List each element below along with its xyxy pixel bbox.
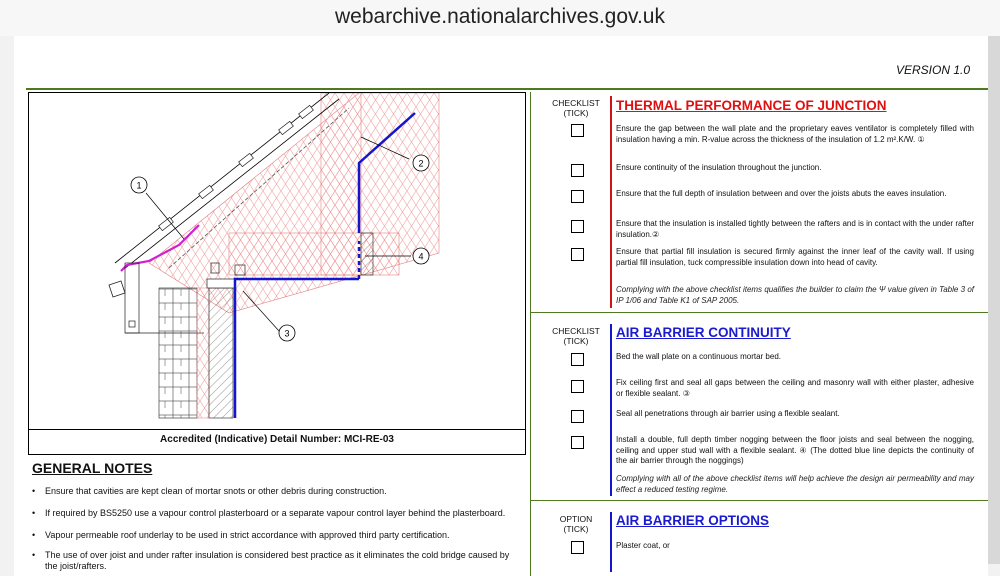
air-barrier-item-2: Fix ceiling first and seal all gaps between the ceiling and masonry wall with either plaster, adhesive or flexible sealant. ③ (616, 378, 974, 398)
browser-address-bar[interactable] (0, 0, 1000, 36)
thermal-item-5: Ensure that partial fill insulation is secured firmly against the inner leaf of the cavity wall. If using partial fill insulation, tuck compressible insulation down into head of cavity. (616, 247, 974, 267)
thermal-title: THERMAL PERFORMANCE OF JUNCTION (616, 98, 887, 113)
url-text[interactable]: webarchive.nationalarchives.gov.uk (335, 5, 665, 28)
inner-leaf (209, 288, 233, 418)
thermal-item-4: Ensure that the insulation is installed tightly between the rafters and is in contact with the under rafter insulation.② (616, 219, 974, 239)
general-notes-title: GENERAL NOTES (32, 460, 153, 476)
callout-4 (413, 248, 429, 264)
thermal-compliance-note: Complying with the above checklist items qualifies the builder to claim the Ψ value given in Table 3 of IP 1/06 and Table K1 of SAP 2005. (616, 285, 974, 305)
thermal-checkbox-5[interactable] (571, 248, 584, 261)
thermal-checkbox-3[interactable] (571, 190, 584, 203)
air-barrier-title: AIR BARRIER CONTINUITY (616, 325, 791, 340)
svg-text:1: 1 (136, 180, 142, 191)
outer-leaf (159, 288, 197, 418)
detail-caption: Accredited (Indicative) Detail Number: MCI-RE-03 (160, 434, 394, 445)
options-section-bar (610, 512, 612, 572)
note-item: • Vapour permeable roof underlay to be used in strict accordance with approved third party certification. (32, 530, 450, 540)
thermal-item-1: Ensure the gap between the wall plate and the proprietary eaves ventilator is completely filled with insulation having a min. R-value across the thickness of the insulation of 1.2 m².K/W. ① (616, 124, 974, 144)
document-page (14, 36, 988, 576)
air-barrier-checkbox-4[interactable] (571, 436, 584, 449)
header-rule (26, 88, 988, 90)
air-barrier-options-title: AIR BARRIER OPTIONS (616, 513, 770, 528)
section-rule (530, 500, 988, 501)
thermal-checkbox-2[interactable] (571, 164, 584, 177)
air-barrier-section-bar (610, 324, 612, 496)
air-barrier-checkbox-3[interactable] (571, 410, 584, 423)
note-item-continued: the joist/rafters. (45, 561, 107, 571)
callout-3 (279, 325, 295, 341)
svg-text:4: 4 (418, 251, 424, 262)
section-drawing-svg (29, 93, 525, 429)
thermal-checkbox-4[interactable] (571, 220, 584, 233)
air-barrier-item-3: Seal all penetrations through air barrier using a flexible sealant. (616, 409, 840, 418)
option-item-1: Plaster coat, or (616, 541, 670, 550)
version-label: VERSION 1.0 (895, 63, 970, 77)
svg-text:3: 3 (284, 328, 290, 339)
joist-insulation (229, 233, 399, 275)
checklist-label: CHECKLIST (TICK) (552, 326, 600, 346)
air-barrier-compliance-note: Complying with all of the above checklist items will help achieve the design air permeability and may effect a reduced testing regime. (616, 474, 974, 494)
checklist-label: CHECKLIST (TICK) (552, 98, 600, 118)
section-rule (530, 312, 988, 313)
option-label: OPTION (TICK) (559, 514, 593, 534)
svg-text:2: 2 (418, 158, 424, 169)
callout-1 (131, 177, 147, 193)
note-item: • The use of over joist and under rafter insulation is considered best practice as it eliminates the cold bridge caused by (32, 550, 510, 560)
callout-2 (413, 155, 429, 171)
thermal-item-2: Ensure continuity of the insulation throughout the junction. (616, 163, 822, 172)
thermal-checkbox-1[interactable] (571, 124, 584, 137)
nogging (361, 233, 373, 275)
caption-box (28, 428, 526, 455)
column-divider (530, 92, 531, 576)
air-barrier-checkbox-1[interactable] (571, 353, 584, 366)
thermal-section-bar (610, 96, 612, 308)
air-barrier-checkbox-2[interactable] (571, 380, 584, 393)
thermal-item-3: Ensure that the full depth of insulation between and over the joists abuts the eaves insulation. (616, 189, 947, 198)
option-checkbox-1[interactable] (571, 541, 584, 554)
note-item: • Ensure that cavities are kept clean of mortar snots or other debris during construction. (32, 486, 387, 496)
wall-plate (207, 279, 235, 288)
air-barrier-item-1: Bed the wall plate on a continuous mortar bed. (616, 352, 781, 361)
note-item: • If required by BS5250 use a vapour control plasterboard or a separate vapour control layer behind the plasterboard. (32, 508, 506, 518)
detail-drawing (28, 92, 526, 430)
air-barrier-item-4: Install a double, full depth timber nogging between the floor joists and seal between the nogging, ceiling and upper stud wall with a flexible sealant. ④ (The dotted blue line depicts the continuity of the air barrier through the noggings) (616, 435, 974, 465)
scrollbar-track[interactable] (988, 36, 1000, 564)
cavity-insulation (197, 288, 209, 418)
